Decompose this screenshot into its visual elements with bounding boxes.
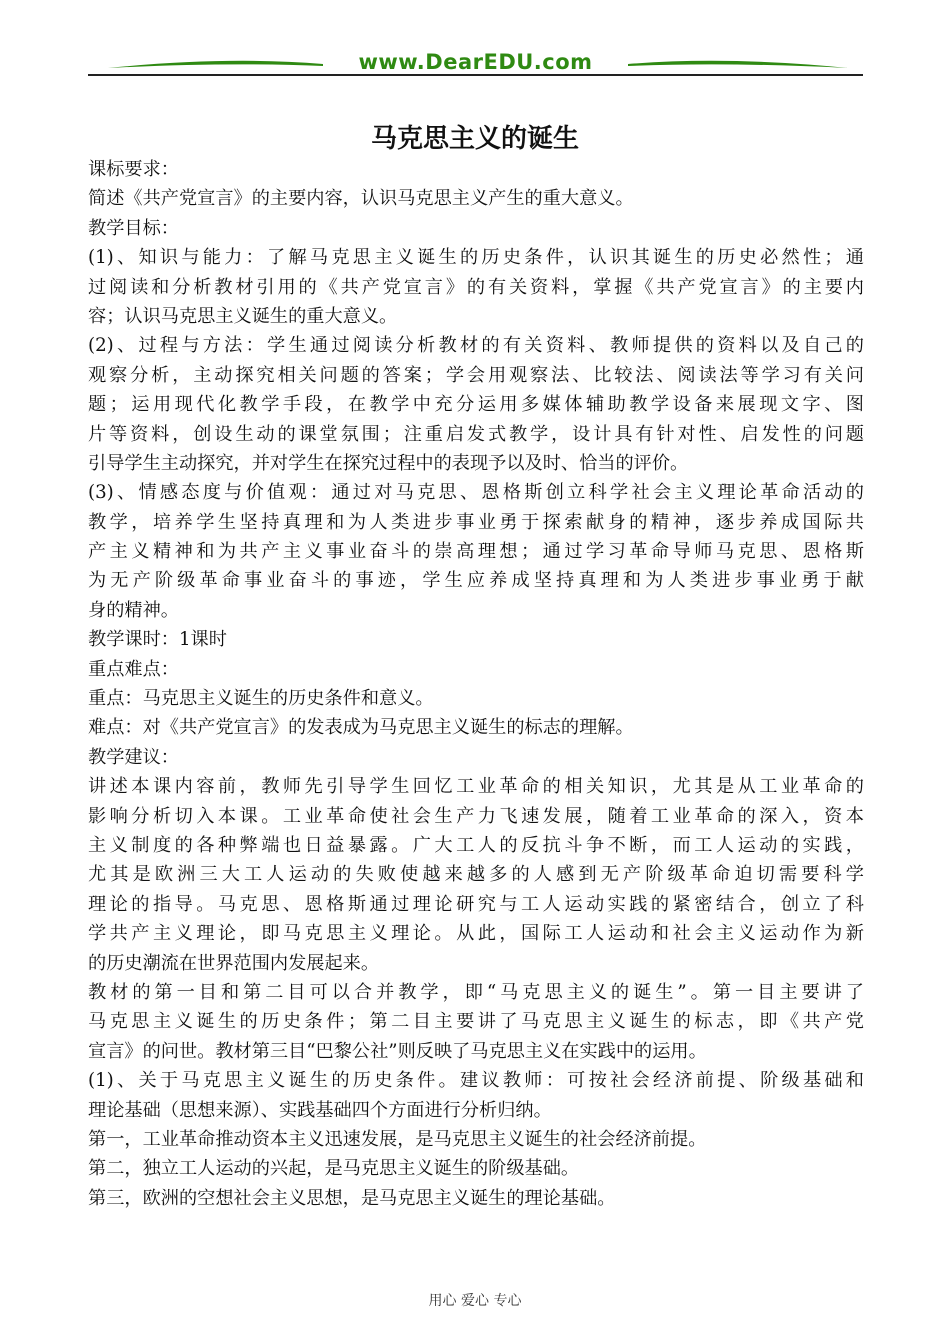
text-line: 教学，培养学生坚持真理和为人类进步事业勇于探索献身的精神，逐步养成国际共 <box>88 511 864 533</box>
text-line: 片等资料，创设生动的课堂氛围；注重启发式教学，设计具有针对性、启发性的问题 <box>88 423 864 445</box>
header-divider <box>88 74 863 76</box>
text-line: 产主义精神和为共产主义事业奋斗的崇高理想；通过学习革命导师马克思、恩格斯 <box>88 541 864 563</box>
text-line: 教学建议： <box>88 746 179 768</box>
text-line: 学共产主义理论，即马克思主义理论。从此，国际工人运动和社会主义运动作为新 <box>88 923 864 945</box>
text-line: 第三，欧洲的空想社会主义思想，是马克思主义诞生的理论基础。 <box>88 1187 616 1209</box>
page-footer: 用心 爱心 专心 <box>428 1293 522 1309</box>
text-line: (1)、关于马克思主义诞生的历史条件。建议教师：可按社会经济前提、阶级基础和 <box>88 1070 864 1092</box>
text-line: 的历史潮流在世界范围内发展起来。 <box>88 952 380 974</box>
text-line: 第一，工业革命推动资本主义迅速发展，是马克思主义诞生的社会经济前提。 <box>88 1128 707 1150</box>
text-line: 影响分析切入本课。工业革命使社会生产力飞速发展，随着工业革命的深入，资本 <box>88 805 864 827</box>
text-line: 为无产阶级革命事业奋斗的事迹，学生应养成坚持真理和为人类进步事业勇于献 <box>88 570 864 592</box>
text-line: 引导学生主动探究，并对学生在探究过程中的表现予以及时、恰当的评价。 <box>88 452 689 474</box>
text-line: (1)、知识与能力：了解马克思主义诞生的历史条件，认识其诞生的历史必然性；通 <box>88 247 864 269</box>
text-line: 容；认识马克思主义诞生的重大意义。 <box>88 305 398 327</box>
text-line: 教材的第一目和第二目可以合并教学，即“马克思主义的诞生”。第一目主要讲了 <box>88 981 864 1003</box>
text-line: 尤其是欧洲三大工人运动的失败使越来越多的人感到无产阶级革命迫切需要科学 <box>88 864 864 886</box>
text-line: 主义制度的各种弊端也日益暴露。广大工人的反抗斗争不断，而工人运动的实践， <box>88 834 864 856</box>
text-line: 理论基础（思想来源）、实践基础四个方面进行分析归纳。 <box>88 1099 552 1121</box>
text-line: (2)、过程与方法：学生通过阅读分析教材的有关资料、教师提供的资料以及自己的 <box>88 335 864 357</box>
text-line: 难点：对《共产党宣言》的发表成为马克思主义诞生的标志的理解。 <box>88 717 634 739</box>
site-header <box>88 42 863 78</box>
site-logo-text: www.DearEDU.com <box>358 50 593 74</box>
text-line: 题；运用现代化教学手段，在教学中充分运用多媒体辅助教学设备来展现文字、图 <box>88 394 864 416</box>
text-line: 马克思主义诞生的历史条件；第二目主要讲了马克思主义诞生的标志，即《共产党 <box>88 1011 864 1033</box>
text-line: 重点难点： <box>88 658 179 680</box>
text-line: 简述《共产党宣言》的主要内容，认识马克思主义产生的重大意义。 <box>88 188 634 210</box>
text-line: 重点：马克思主义诞生的历史条件和意义。 <box>88 688 434 710</box>
text-line: (3)、情感态度与价值观：通过对马克思、恩格斯创立科学社会主义理论革命活动的 <box>88 482 864 504</box>
text-line: 教学目标： <box>88 217 179 239</box>
text-line: 观察分析，主动探究相关问题的答案；学会用观察法、比较法、阅读法等学习有关问 <box>88 364 864 386</box>
text-line: 课标要求： <box>88 159 179 180</box>
text-line: 第二，独立工人运动的兴起，是马克思主义诞生的阶级基础。 <box>88 1158 580 1180</box>
text-line: 讲述本课内容前，教师先引导学生回忆工业革命的相关知识，尤其是从工业革命的 <box>88 776 864 798</box>
text-line: 宣言》的问世。教材第三目“巴黎公社”则反映了马克思主义在实践中的运用。 <box>88 1040 707 1062</box>
text-line: 过阅读和分析教材引用的《共产党宣言》的有关资料，掌握《共产党宣言》的主要内 <box>88 276 864 298</box>
page-title: 马克思主义的诞生 <box>370 124 579 154</box>
document-body <box>88 155 864 1213</box>
text-line: 身的精神。 <box>88 599 179 621</box>
text-line: 教学课时：1课时 <box>88 629 227 651</box>
text-line: 理论的指导。马克思、恩格斯通过理论研究与工人运动实践的紧密结合，创立了科 <box>88 893 864 915</box>
